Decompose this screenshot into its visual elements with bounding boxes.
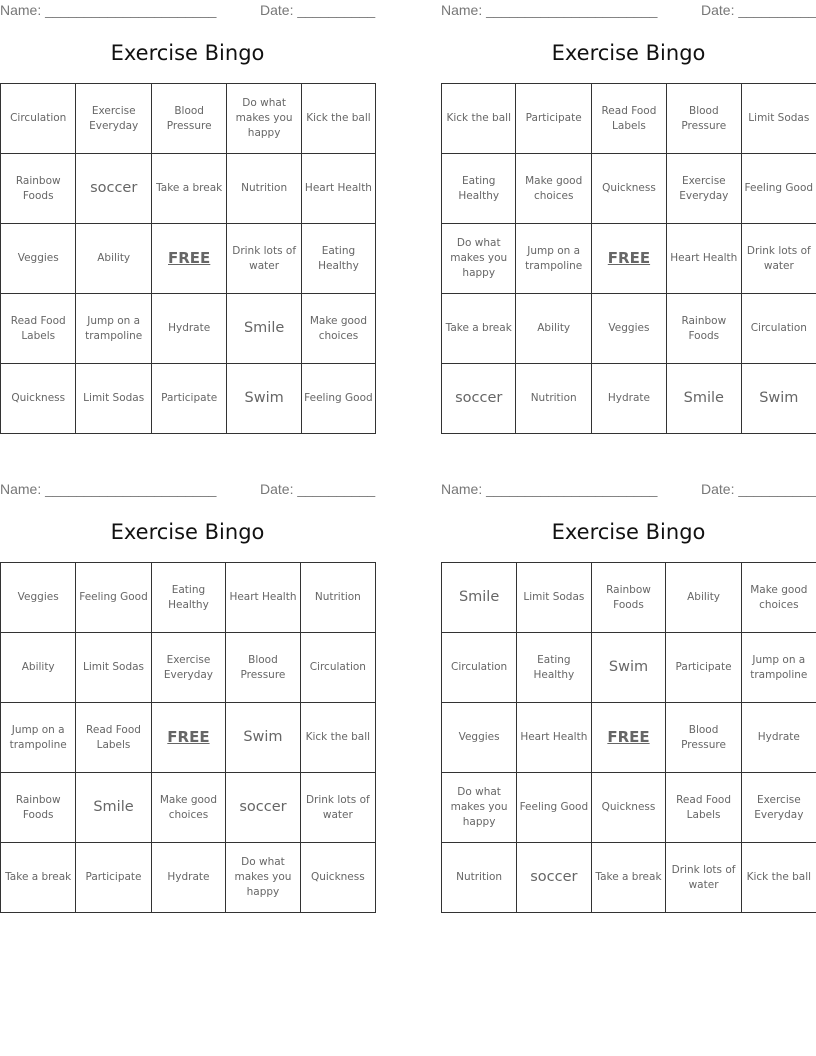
bingo-square: Circulation bbox=[442, 633, 517, 703]
free-space: FREE bbox=[591, 224, 666, 294]
free-space: FREE bbox=[151, 224, 226, 294]
name-field-label: Name: ______________________ bbox=[0, 481, 217, 497]
bingo-square: Hydrate bbox=[741, 703, 816, 773]
bingo-square: Limit Sodas bbox=[741, 84, 816, 154]
bingo-square: Nutrition bbox=[516, 364, 591, 434]
name-field-label: Name: ______________________ bbox=[0, 2, 217, 18]
bingo-row bbox=[442, 294, 816, 364]
bingo-square: Nutrition bbox=[227, 154, 302, 224]
bingo-row bbox=[1, 773, 376, 843]
bingo-row bbox=[1, 154, 376, 224]
bingo-square: Feeling Good bbox=[76, 563, 151, 633]
bingo-square: Eating Healthy bbox=[442, 154, 516, 224]
bingo-square: Make good choices bbox=[516, 154, 591, 224]
bingo-square: Take a break bbox=[591, 843, 666, 913]
bingo-square: Circulation bbox=[300, 633, 375, 703]
bingo-square: Feeling Good bbox=[741, 154, 816, 224]
card-header bbox=[441, 481, 816, 499]
card-title: Exercise Bingo bbox=[551, 41, 706, 65]
card-title: Exercise Bingo bbox=[551, 520, 706, 544]
bingo-square: Smile bbox=[666, 364, 741, 434]
bingo-square: Make good choices bbox=[741, 563, 816, 633]
bingo-square: Read Food Labels bbox=[666, 773, 741, 843]
bingo-square: Blood Pressure bbox=[666, 703, 741, 773]
bingo-square: Smile bbox=[76, 773, 151, 843]
bingo-square: Blood Pressure bbox=[666, 84, 741, 154]
bingo-square: Read Food Labels bbox=[591, 84, 666, 154]
bingo-square: Heart Health bbox=[301, 154, 375, 224]
name-field-label: Name: ______________________ bbox=[441, 481, 658, 497]
bingo-row bbox=[1, 294, 376, 364]
bingo-square: Ability bbox=[516, 294, 591, 364]
date-field-label: Date: __________ bbox=[701, 2, 816, 18]
bingo-square: Heart Health bbox=[666, 224, 741, 294]
bingo-square: Eating Healthy bbox=[301, 224, 375, 294]
bingo-square: Make good choices bbox=[151, 773, 226, 843]
bingo-row bbox=[442, 364, 816, 434]
free-space: FREE bbox=[591, 703, 666, 773]
bingo-grid bbox=[441, 83, 816, 434]
bingo-square: Drink lots of water bbox=[666, 843, 741, 913]
bingo-square: Swim bbox=[226, 703, 300, 773]
bingo-square: Hydrate bbox=[151, 843, 226, 913]
bingo-row bbox=[1, 703, 376, 773]
bingo-square: Jump on a trampoline bbox=[76, 294, 152, 364]
bingo-square: Participate bbox=[516, 84, 591, 154]
bingo-grid bbox=[0, 83, 376, 434]
bingo-square: Heart Health bbox=[517, 703, 591, 773]
bingo-square: Hydrate bbox=[151, 294, 226, 364]
date-field-label: Date: __________ bbox=[260, 481, 376, 497]
bingo-square: Hydrate bbox=[591, 364, 666, 434]
bingo-square: Blood Pressure bbox=[226, 633, 300, 703]
card-header bbox=[441, 2, 816, 20]
bingo-square: Quickness bbox=[300, 843, 375, 913]
bingo-row bbox=[1, 563, 376, 633]
bingo-square: Jump on a trampoline bbox=[516, 224, 591, 294]
bingo-square: Heart Health bbox=[226, 563, 300, 633]
card-header bbox=[0, 2, 376, 20]
bingo-square: Ability bbox=[1, 633, 76, 703]
bingo-square: Smile bbox=[442, 563, 517, 633]
bingo-square: Drink lots of water bbox=[227, 224, 302, 294]
bingo-square: Quickness bbox=[1, 364, 76, 434]
date-field-label: Date: __________ bbox=[701, 481, 816, 497]
bingo-square: Veggies bbox=[591, 294, 666, 364]
bingo-square: Swim bbox=[741, 364, 816, 434]
bingo-square: Ability bbox=[76, 224, 152, 294]
bingo-square: Do what makes you happy bbox=[442, 224, 516, 294]
bingo-grid bbox=[441, 562, 816, 913]
bingo-row bbox=[442, 224, 816, 294]
bingo-square: Exercise Everyday bbox=[76, 84, 152, 154]
bingo-row bbox=[442, 154, 816, 224]
bingo-square: Nutrition bbox=[300, 563, 375, 633]
bingo-square: Feeling Good bbox=[517, 773, 591, 843]
bingo-square: Nutrition bbox=[442, 843, 517, 913]
bingo-square: Kick the ball bbox=[301, 84, 375, 154]
bingo-square: Participate bbox=[76, 843, 151, 913]
bingo-square: Drink lots of water bbox=[300, 773, 375, 843]
bingo-square: Drink lots of water bbox=[741, 224, 816, 294]
bingo-square: Exercise Everyday bbox=[151, 633, 226, 703]
free-space: FREE bbox=[151, 703, 226, 773]
bingo-square: Quickness bbox=[591, 773, 666, 843]
bingo-square: Participate bbox=[151, 364, 226, 434]
bingo-row bbox=[1, 84, 376, 154]
bingo-row bbox=[442, 84, 816, 154]
date-field-label: Date: __________ bbox=[260, 2, 376, 18]
bingo-square: Quickness bbox=[591, 154, 666, 224]
bingo-square: Swim bbox=[227, 364, 302, 434]
bingo-square: Jump on a trampoline bbox=[1, 703, 76, 773]
bingo-row bbox=[442, 703, 816, 773]
bingo-square: Rainbow Foods bbox=[1, 773, 76, 843]
bingo-square: Limit Sodas bbox=[517, 563, 591, 633]
bingo-square: Limit Sodas bbox=[76, 633, 151, 703]
bingo-square: Smile bbox=[227, 294, 302, 364]
bingo-square: Do what makes you happy bbox=[442, 773, 517, 843]
bingo-row bbox=[1, 633, 376, 703]
bingo-square: Blood Pressure bbox=[151, 84, 226, 154]
bingo-square: Make good choices bbox=[301, 294, 375, 364]
bingo-square: Do what makes you happy bbox=[227, 84, 302, 154]
bingo-square: soccer bbox=[442, 364, 516, 434]
bingo-square: Exercise Everyday bbox=[741, 773, 816, 843]
bingo-row bbox=[1, 224, 376, 294]
card-header bbox=[0, 481, 376, 499]
bingo-square: Rainbow Foods bbox=[1, 154, 76, 224]
bingo-row bbox=[442, 773, 816, 843]
bingo-square: Eating Healthy bbox=[517, 633, 591, 703]
bingo-square: Rainbow Foods bbox=[591, 563, 666, 633]
bingo-square: Kick the ball bbox=[442, 84, 516, 154]
bingo-square: Eating Healthy bbox=[151, 563, 226, 633]
bingo-square: Participate bbox=[666, 633, 741, 703]
bingo-square: Circulation bbox=[1, 84, 76, 154]
bingo-row bbox=[1, 364, 376, 434]
bingo-square: Kick the ball bbox=[741, 843, 816, 913]
bingo-square: soccer bbox=[226, 773, 300, 843]
bingo-square: Kick the ball bbox=[300, 703, 375, 773]
bingo-square: Feeling Good bbox=[301, 364, 375, 434]
bingo-square: Exercise Everyday bbox=[666, 154, 741, 224]
bingo-square: Do what makes you happy bbox=[226, 843, 300, 913]
bingo-grid bbox=[0, 562, 376, 913]
bingo-square: soccer bbox=[517, 843, 591, 913]
bingo-square: Limit Sodas bbox=[76, 364, 152, 434]
bingo-row bbox=[442, 633, 816, 703]
bingo-square: Take a break bbox=[442, 294, 516, 364]
bingo-square: Take a break bbox=[151, 154, 226, 224]
bingo-square: Swim bbox=[591, 633, 666, 703]
bingo-row bbox=[442, 563, 816, 633]
bingo-square: Ability bbox=[666, 563, 741, 633]
bingo-square: Read Food Labels bbox=[1, 294, 76, 364]
bingo-square: Circulation bbox=[741, 294, 816, 364]
name-field-label: Name: ______________________ bbox=[441, 2, 658, 18]
card-title: Exercise Bingo bbox=[110, 41, 265, 65]
bingo-square: Veggies bbox=[1, 224, 76, 294]
bingo-square: Veggies bbox=[442, 703, 517, 773]
bingo-row bbox=[1, 843, 376, 913]
bingo-square: Read Food Labels bbox=[76, 703, 151, 773]
bingo-row bbox=[442, 843, 816, 913]
bingo-square: soccer bbox=[76, 154, 152, 224]
bingo-square: Rainbow Foods bbox=[666, 294, 741, 364]
bingo-square: Jump on a trampoline bbox=[741, 633, 816, 703]
card-title: Exercise Bingo bbox=[110, 520, 265, 544]
bingo-square: Take a break bbox=[1, 843, 76, 913]
bingo-square: Veggies bbox=[1, 563, 76, 633]
